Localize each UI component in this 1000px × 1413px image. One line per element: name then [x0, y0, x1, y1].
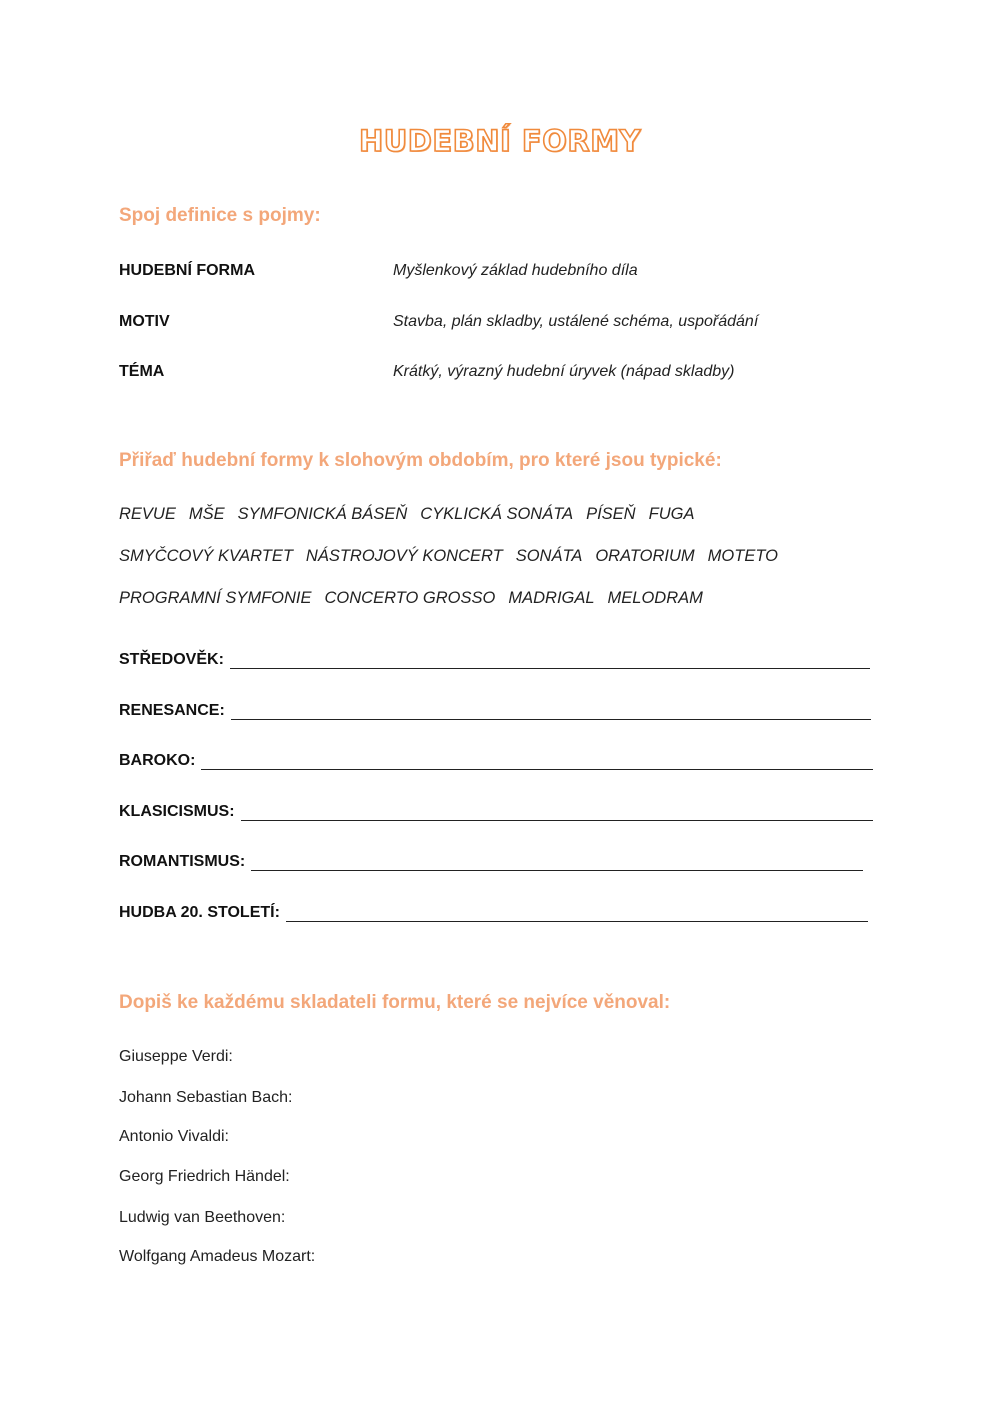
answer-line-klasicismus[interactable]: [241, 806, 873, 821]
section-heading-composers: Dopiš ke každému skladateli formu, které se nejvíce věnoval:: [119, 992, 671, 1013]
composer-mozart[interactable]: Wolfgang Amadeus Mozart:: [119, 1248, 316, 1265]
form-item[interactable]: CONCERTO GROSSO: [324, 589, 496, 607]
form-item[interactable]: NÁSTROJOVÝ KONCERT: [305, 547, 503, 565]
answer-line-stredovek[interactable]: [230, 654, 870, 669]
composer-verdi[interactable]: Giuseppe Verdi:: [119, 1048, 233, 1065]
form-item[interactable]: CYKLICKÁ SONÁTA: [420, 505, 574, 523]
form-item[interactable]: PROGRAMNÍ SYMFONIE: [119, 589, 312, 607]
term-hudebni-forma[interactable]: HUDEBNÍ FORMA: [119, 262, 255, 279]
definition-3[interactable]: Krátký, výrazný hudební úryvek (nápad skladby): [393, 363, 735, 380]
page-title: HUDEBNÍ FORMY: [358, 124, 642, 158]
term-motiv[interactable]: MOTIV: [119, 313, 170, 330]
period-klasicismus: [119, 803, 873, 821]
form-item[interactable]: REVUE: [119, 505, 176, 523]
composer-bach[interactable]: Johann Sebastian Bach:: [119, 1089, 293, 1106]
composer-vivaldi[interactable]: Antonio Vivaldi:: [119, 1128, 229, 1145]
period-stredovek: [119, 651, 870, 669]
form-item[interactable]: SONÁTA: [515, 547, 583, 565]
term-tema[interactable]: TÉMA: [119, 363, 165, 380]
composer-beethoven[interactable]: Ludwig van Beethoven:: [119, 1209, 286, 1226]
period-baroko: [119, 752, 873, 770]
form-item[interactable]: SYMFONICKÁ BÁSEŇ: [237, 505, 408, 523]
period-romantismus: [119, 853, 863, 871]
period-label: STŘEDOVĚK:: [119, 651, 224, 668]
period-label: KLASICISMUS:: [119, 803, 235, 820]
forms-row-3: [119, 589, 716, 608]
section-heading-match-definitions: Spoj definice s pojmy:: [119, 205, 321, 226]
section-heading-assign-forms: Přiřaď hudební formy k slohovým obdobím, pro které jsou typické:: [119, 450, 722, 471]
period-label: RENESANCE:: [119, 702, 225, 719]
composer-handel[interactable]: Georg Friedrich Händel:: [119, 1168, 290, 1185]
forms-row-1: [119, 505, 707, 524]
form-item[interactable]: MŠE: [188, 505, 225, 523]
form-item[interactable]: FUGA: [648, 505, 695, 523]
form-item[interactable]: MOTETO: [707, 547, 778, 565]
definition-2[interactable]: Stavba, plán skladby, ustálené schéma, uspořádání: [393, 313, 759, 330]
definition-1[interactable]: Myšlenkový základ hudebního díla: [393, 262, 638, 279]
answer-line-baroko[interactable]: [201, 755, 873, 770]
period-label: ROMANTISMUS:: [119, 853, 246, 870]
form-item[interactable]: MELODRAM: [607, 589, 703, 607]
period-hudba-20-stoleti: [119, 904, 868, 922]
form-item[interactable]: PÍSEŇ: [586, 505, 636, 523]
period-renesance: [119, 702, 871, 720]
answer-line-hudba-20-stoleti[interactable]: [286, 907, 868, 922]
forms-row-2: [119, 547, 791, 566]
form-item[interactable]: SMYČCOVÝ KVARTET: [119, 547, 293, 565]
form-item[interactable]: MADRIGAL: [508, 589, 595, 607]
answer-line-renesance[interactable]: [231, 705, 871, 720]
form-item[interactable]: ORATORIUM: [595, 547, 695, 565]
answer-line-romantismus[interactable]: [251, 856, 863, 871]
period-label: HUDBA 20. STOLETÍ:: [119, 904, 280, 921]
period-label: BAROKO:: [119, 752, 196, 769]
